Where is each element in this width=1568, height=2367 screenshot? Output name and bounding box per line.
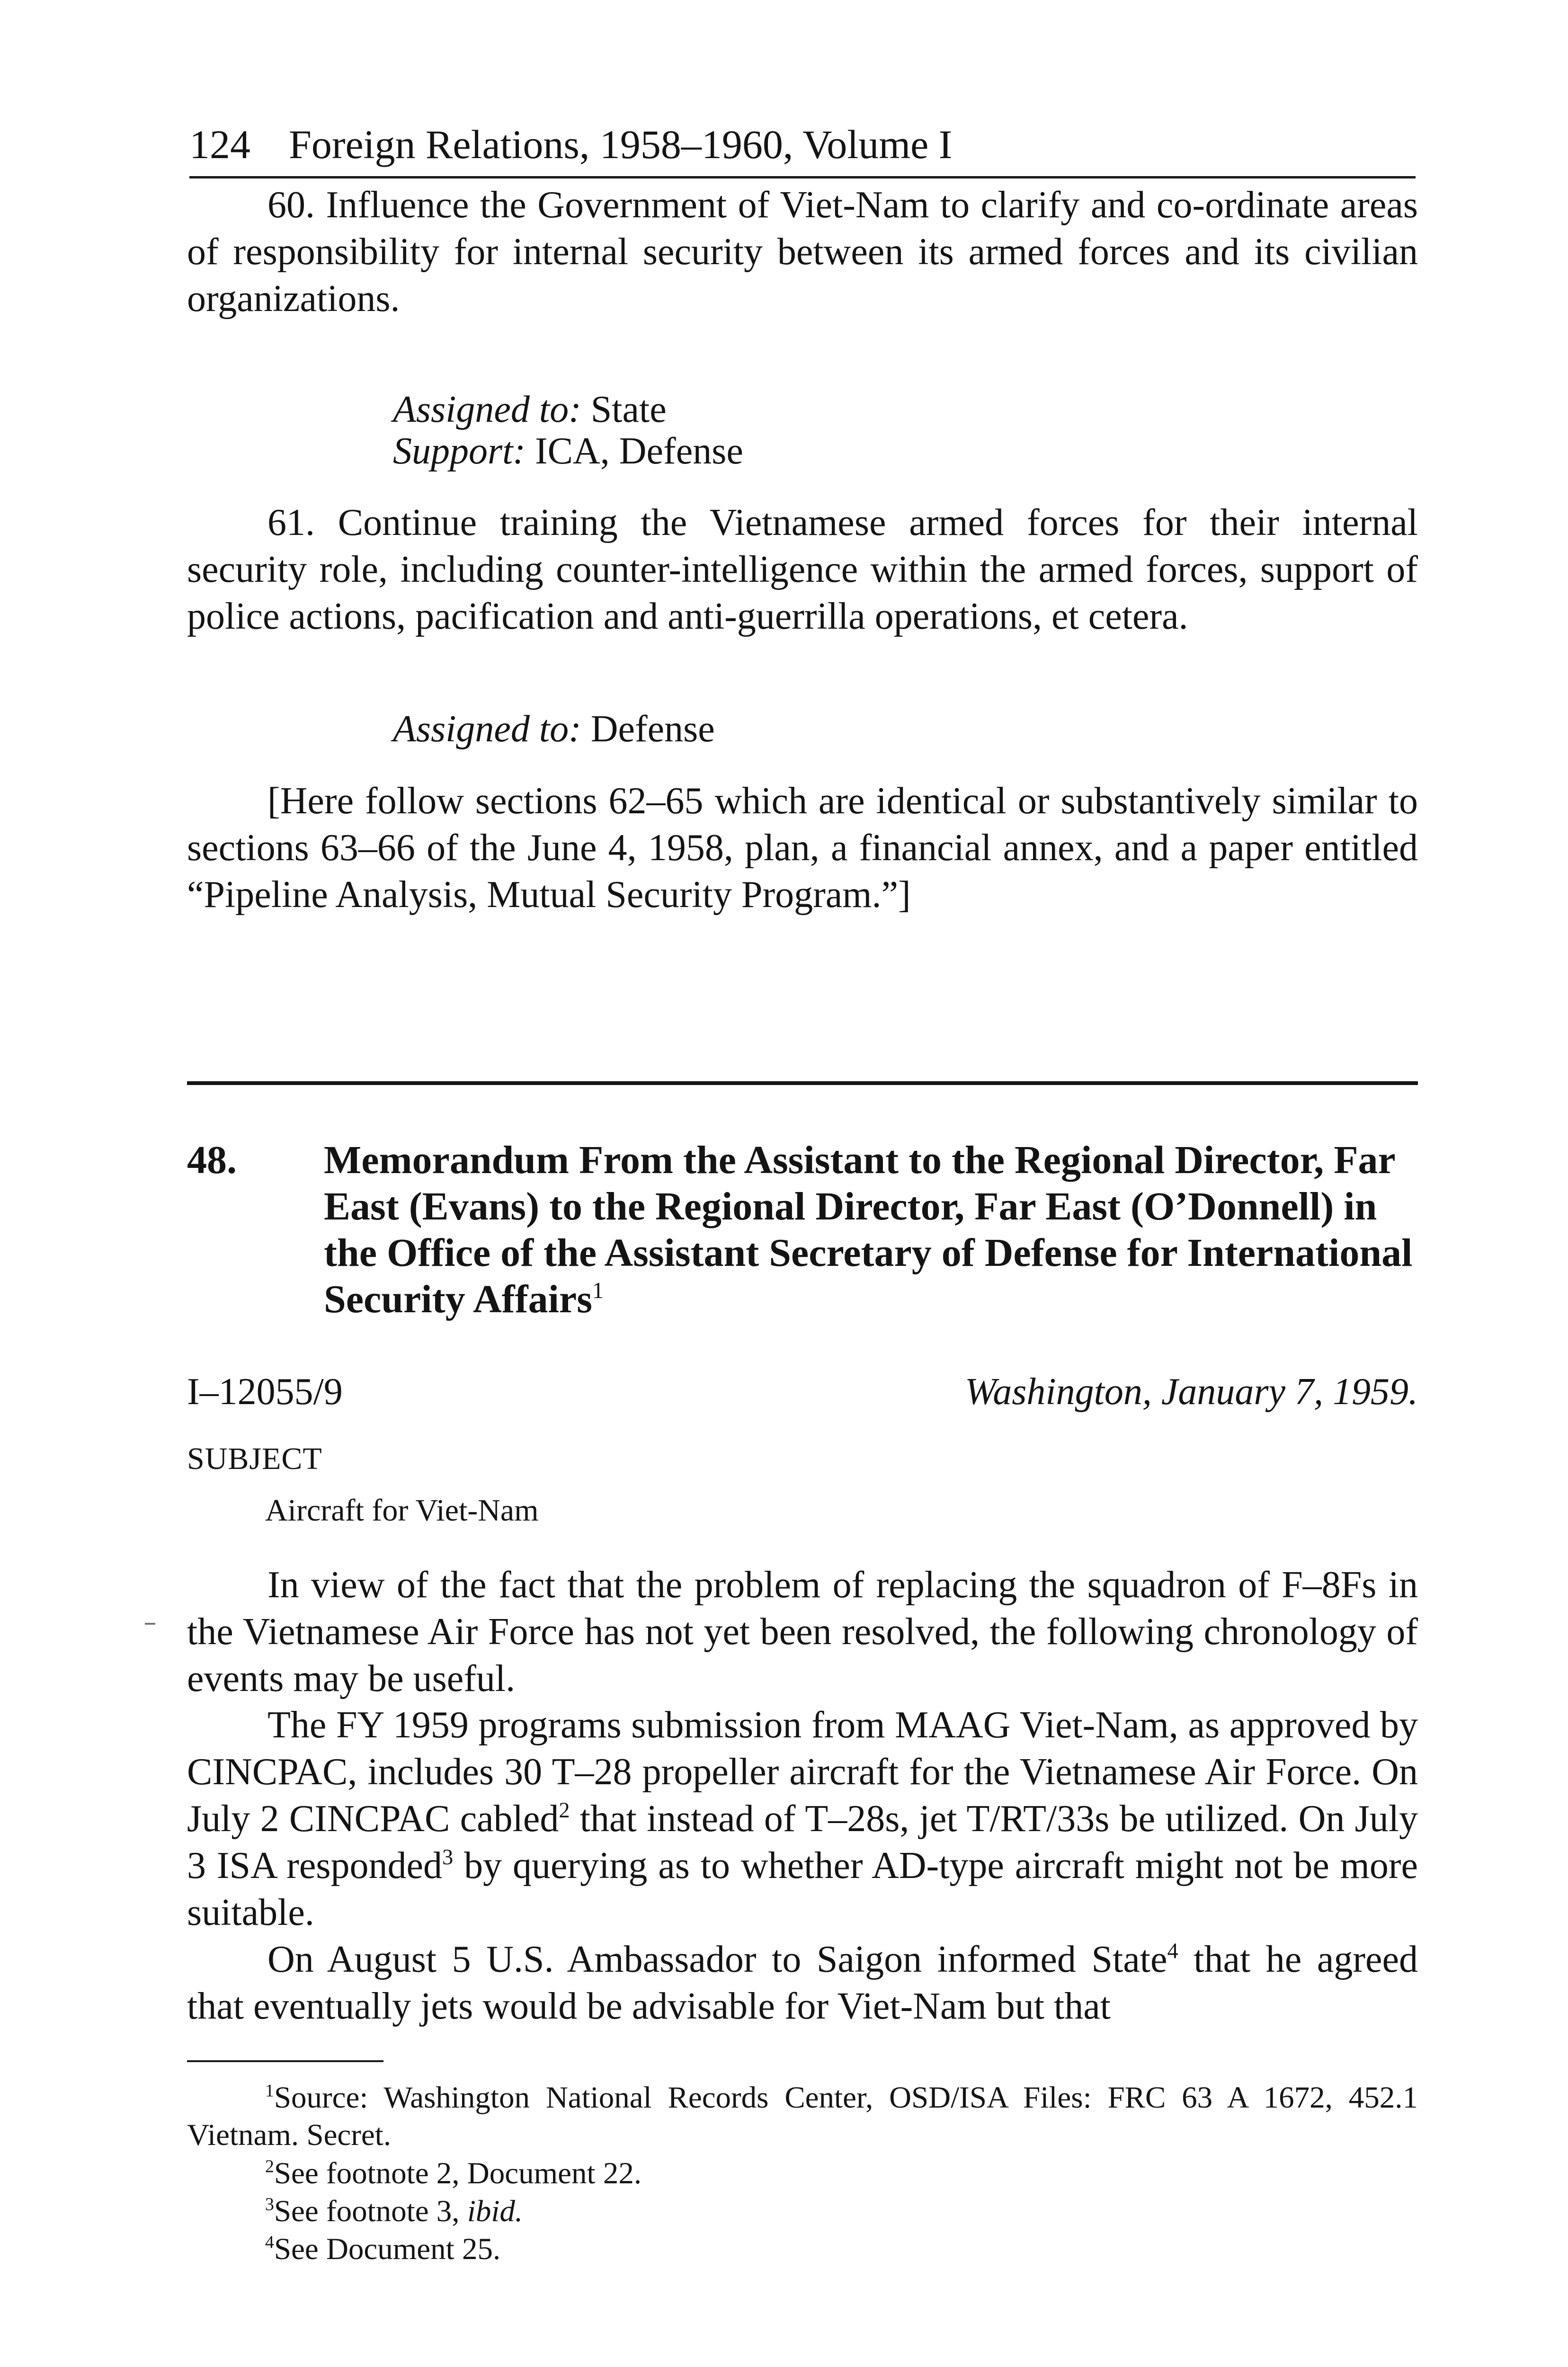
footnote-mark: 2 (265, 2156, 274, 2177)
support-label: Support: (393, 430, 526, 472)
running-head (189, 121, 1416, 168)
item-61-text: 61. Continue training the Vietnamese armed forces for their internal security role, including counter-intelligence within the armed forces, support of police actions, pacification and anti-guerrilla operations, et cetera. (187, 502, 1418, 637)
paragraph-2-part-b: that instead of T–28s, jet T/RT/33s be utilized. On July 3 ISA responded (187, 1798, 1418, 1886)
document-title-text: Memorandum From the Assistant to the Regional Director, Far East (Evans) to the Regional Director, Far East (O’Donnell) in the Office of the Assistant Secretary of Defense for International Security Affairs (324, 1138, 1413, 1321)
subject-label: SUBJECT (187, 1442, 322, 1476)
assigned-value: Defense (590, 708, 715, 750)
footnote-1-text: Source: Washington National Records Center, OSD/ISA Files: FRC 63 A 1672, 452.1 Vietnam. Secret. (187, 2081, 1418, 2152)
footnote-ref: 3 (442, 1845, 454, 1870)
editorial-note: [Here follow sections 62–65 which are identical or substantively similar to sections 63–66 of the June 4, 1958, plan, a financial annex, and a paper entitled “Pipeline Analysis, Mutual Security Program.”] (187, 780, 1418, 916)
item-60-assignment (393, 387, 667, 432)
margin-mark (145, 1623, 155, 1625)
paragraph-2-part-c: by querying as to whether AD-type aircraft might not be more suitable. (187, 1845, 1418, 1933)
paragraph-2-part-a: The FY 1959 programs submission from MAAG Viet-Nam, as approved by CINCPAC, includes 30 T–28 propeller aircraft for the Vietnamese Air Force. On July 2 CINCPAC cabled (187, 1704, 1418, 1840)
footnote-3-italic: ibid. (467, 2194, 523, 2228)
assigned-value: State (590, 389, 667, 430)
footnote-1 (187, 2079, 1418, 2154)
footnote-mark: 4 (265, 2232, 274, 2252)
paragraph-3-part-a: On August 5 U.S. Ambassador to Saigon informed State (267, 1939, 1167, 1980)
document-title (324, 1137, 1417, 1323)
footnote-3 (187, 2193, 1418, 2230)
dateline-text: Washington, January 7, 1959. (964, 1371, 1418, 1413)
publication-title: Foreign Relations, 1958–1960, Volume I (289, 122, 953, 167)
section-divider (187, 1081, 1418, 1085)
footnote-mark: 1 (265, 2081, 274, 2101)
document-identifier: I–12055/9 (187, 1371, 343, 1413)
paragraph-3 (187, 1936, 1418, 2030)
dateline (965, 1370, 1418, 1413)
footnote-ref: 2 (559, 1798, 570, 1823)
footnote-4-text: See Document 25. (274, 2232, 501, 2266)
paragraph-3-part-b: that he agreed that eventually jets would be advisable for Viet-Nam but that (187, 1939, 1418, 2027)
support-value: ICA, Defense (535, 430, 743, 472)
header-rule (189, 176, 1416, 178)
footnote-2-text: See footnote 2, Document 22. (274, 2156, 642, 2190)
item-60-support (393, 429, 743, 473)
page-number: 124 (189, 122, 250, 167)
assigned-label: Assigned to: (393, 389, 581, 430)
footnote-mark: 3 (265, 2194, 274, 2215)
document-number: 48. (187, 1138, 237, 1182)
item-60-text: 60. Influence the Government of Viet-Nam to clarify and co-ordinate areas of responsibility for internal security between its armed forces and its civilian organizations. (187, 184, 1418, 320)
footnote-4 (187, 2231, 1418, 2268)
assigned-label: Assigned to: (393, 708, 581, 750)
paragraph-2 (187, 1702, 1418, 1936)
footnote-rule (187, 2060, 383, 2062)
footnote-2 (187, 2155, 1418, 2192)
footnote-3-text: See footnote 3, (274, 2194, 467, 2228)
item-61-assignment (393, 707, 715, 751)
footnote-ref: 1 (592, 1277, 604, 1303)
footnote-ref: 4 (1167, 1939, 1178, 1964)
paragraph-1: In view of the fact that the problem of replacing the squadron of F–8Fs in the Vietnamese Air Force has not yet been resolved, the following chronology of events may be useful. (187, 1564, 1418, 1700)
subject-text: Aircraft for Viet-Nam (265, 1493, 539, 1528)
